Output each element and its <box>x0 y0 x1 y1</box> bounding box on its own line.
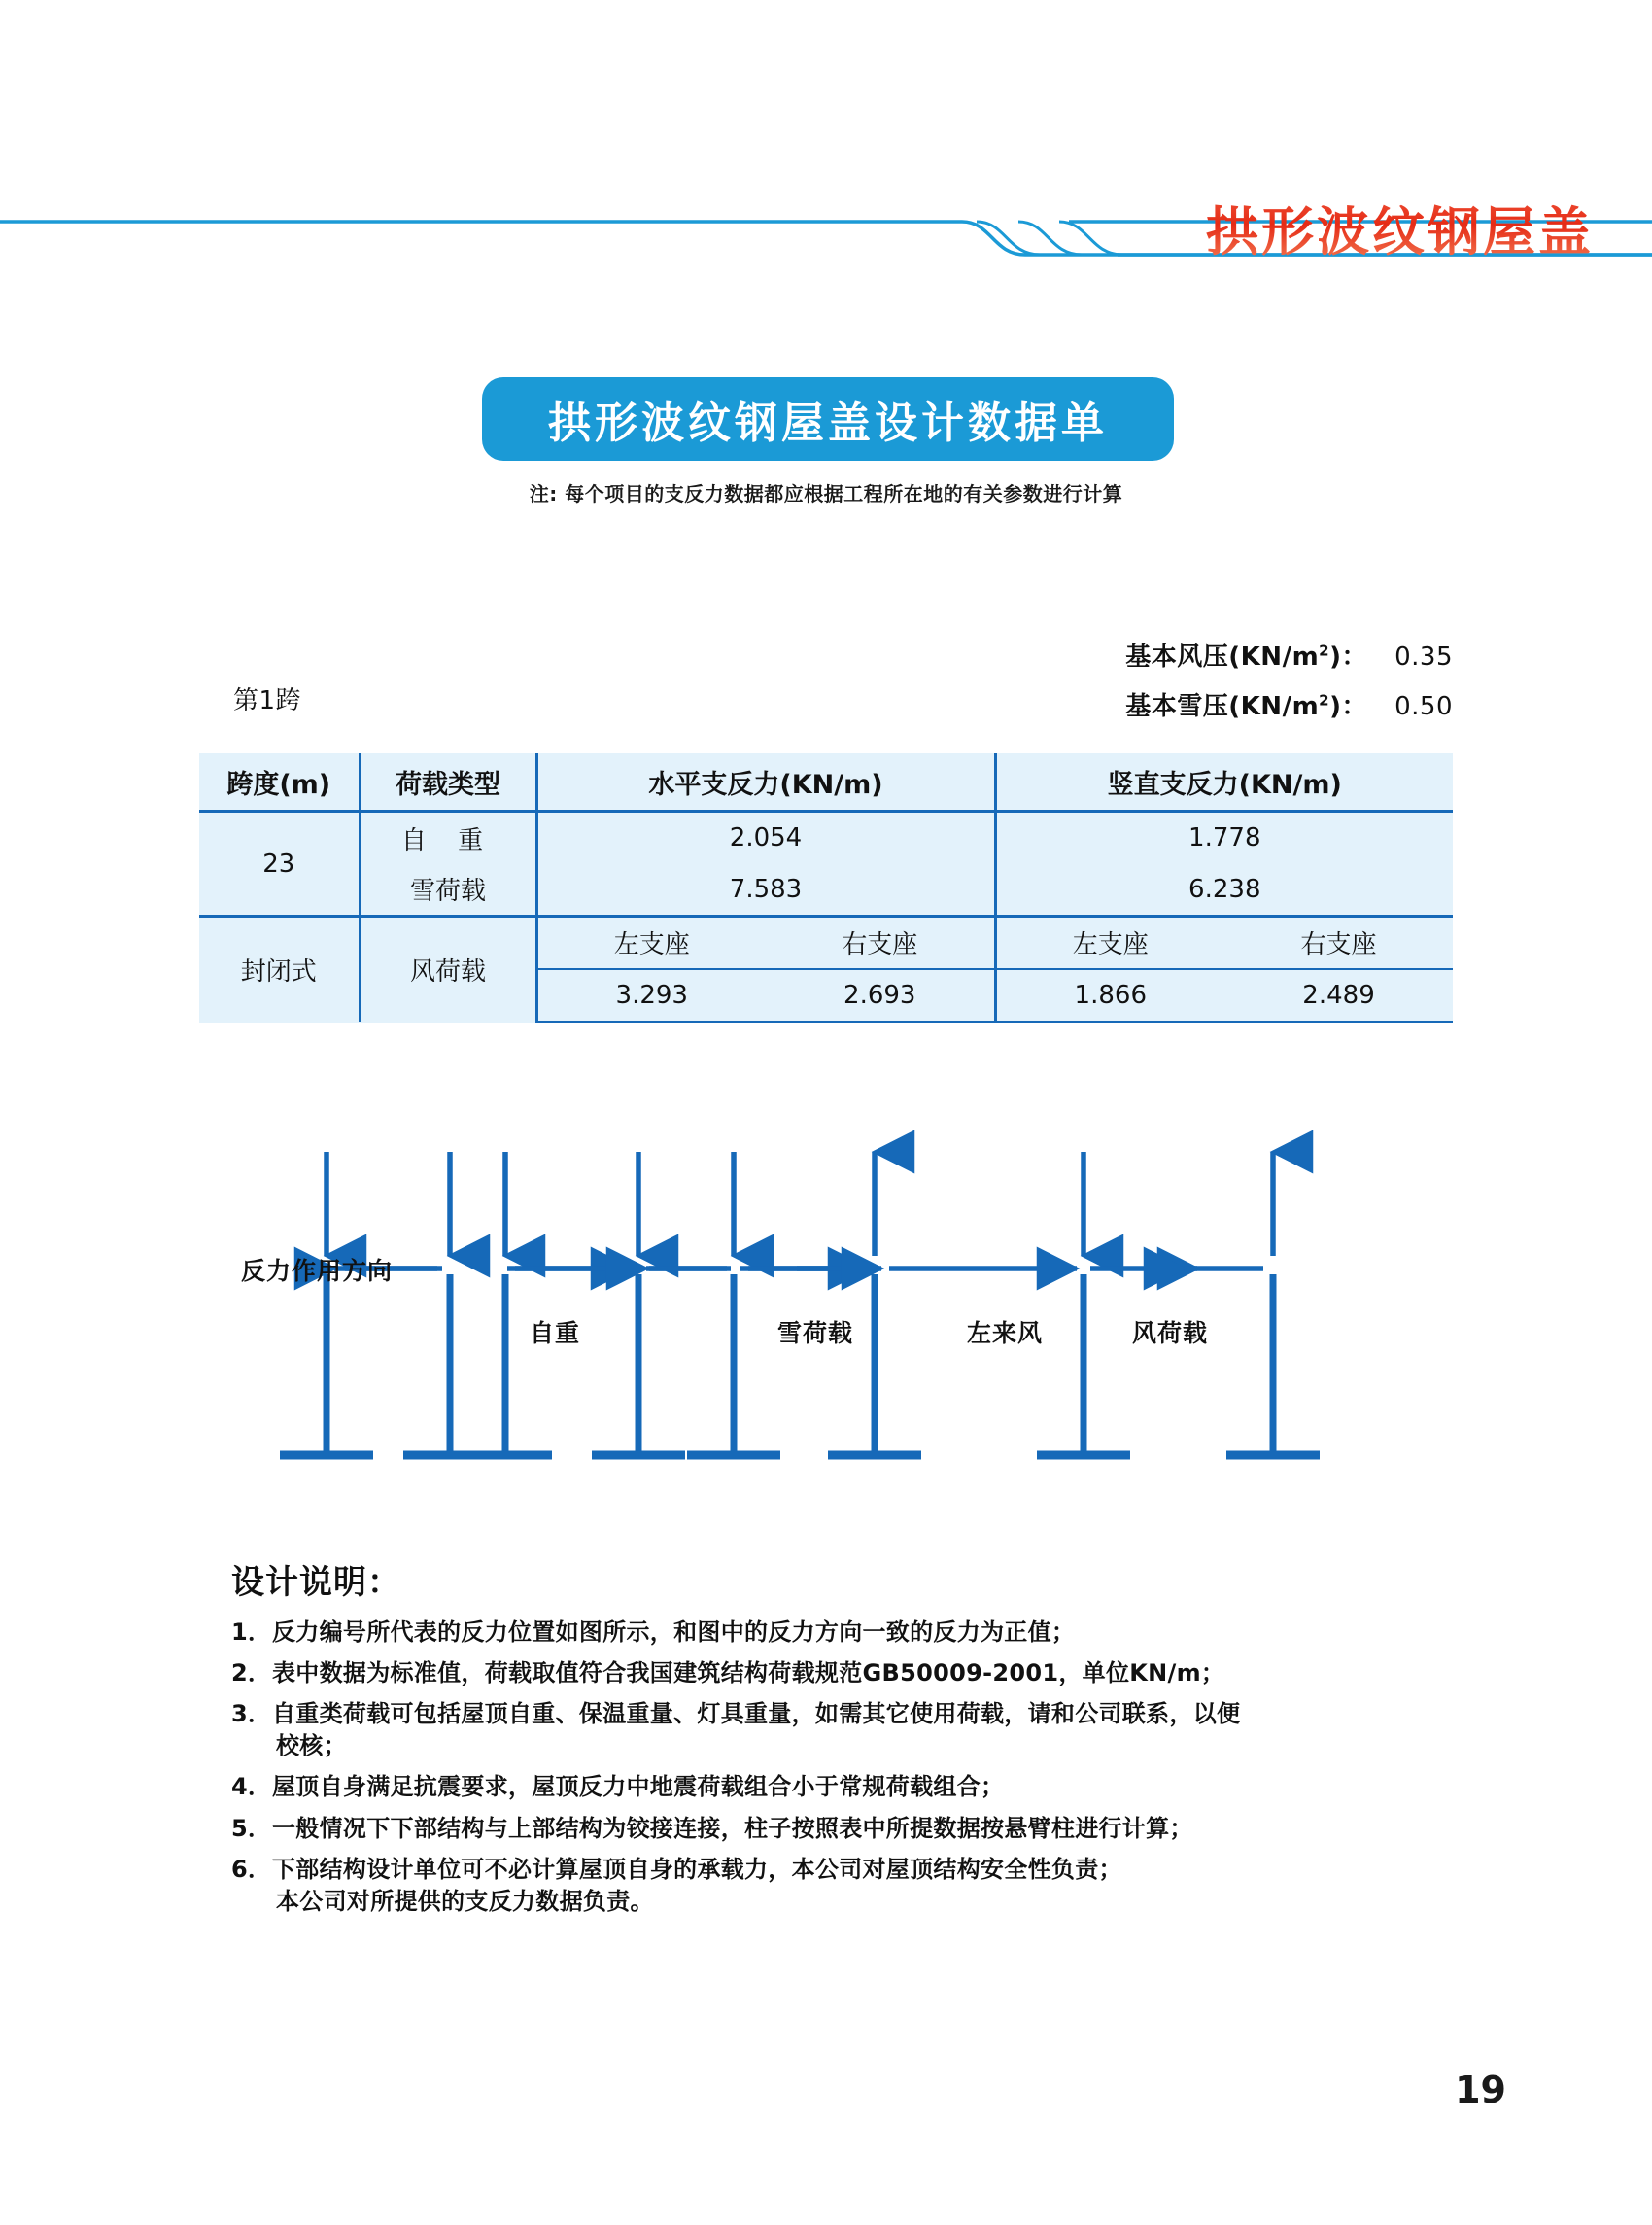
table-row-wind-subheaders <box>199 917 1453 969</box>
table-subheader-h-right-support: 右支座 <box>766 917 995 969</box>
table-cell-wind-v-left: 1.866 <box>995 969 1224 1022</box>
diagram-label-self-weight: 自重 <box>530 1319 581 1347</box>
note-number: 2． <box>231 1659 272 1687</box>
note-number: 4． <box>231 1773 272 1801</box>
page-number: 19 <box>1455 2069 1506 2111</box>
note-number: 1． <box>231 1618 272 1646</box>
span-label: 第1跨 <box>233 686 302 715</box>
design-note-item <box>231 1771 1495 1803</box>
design-note-item <box>231 1813 1495 1845</box>
basic-snow-pressure-value: 0.50 <box>1394 692 1453 721</box>
basic-snow-pressure-label: 基本雪压$(KN/m^2)$： <box>1125 691 1367 721</box>
document-title: 拱形波纹钢屋盖设计数据单 <box>548 399 1108 448</box>
table-cell-wind-h-left: 3.293 <box>536 969 766 1022</box>
support-reaction-table <box>199 753 1453 1023</box>
table-cell-load-wind: 风荷载 <box>360 917 536 1022</box>
note-text: 一般情况下下部结构与上部结构为铰接连接，柱子按照表中所提数据按悬臂柱进行计算； <box>272 1814 1193 1842</box>
note-number: 6． <box>231 1855 272 1883</box>
table-cell-wind-h-right: 2.693 <box>766 969 995 1022</box>
document-title-banner <box>482 377 1174 461</box>
reaction-direction-diagram <box>0 1108 1652 1536</box>
table-cell-horizontal-snow: 7.583 <box>536 864 995 917</box>
wind-unit-exponent: 2 <box>1319 642 1330 660</box>
basic-pressure-block <box>850 637 1453 736</box>
note-number: 5． <box>231 1814 272 1842</box>
table-cell-span-value: 23 <box>199 812 360 917</box>
note-text: 自重类荷载可包括屋顶自重、保温重量、灯具重量，如需其它使用荷载，请和公司联系，以便 校核； <box>272 1698 1495 1762</box>
table-cell-horizontal-self-weight: 2.054 <box>536 812 995 864</box>
table-subheader-v-left-support: 左支座 <box>995 917 1224 969</box>
table-header-load-type: 荷载类型 <box>360 753 536 812</box>
table-row-self-weight <box>199 812 1453 864</box>
table-cell-load-self-weight: 自 重 <box>360 812 536 864</box>
table-header-vertical: 竖直支反力(KN/m) <box>995 753 1453 812</box>
note-text-continued: 本公司对所提供的支反力数据负责。 <box>276 1887 654 1915</box>
design-note-item <box>231 1657 1495 1689</box>
snow-unit-exponent: 2 <box>1319 691 1330 710</box>
basic-wind-pressure-row <box>850 637 1453 673</box>
table-row-snow-load <box>199 864 1453 917</box>
document-title-note: 注: 每个项目的支反力数据都应根据工程所在地的有关参数进行计算 <box>529 482 1123 505</box>
diagram-direction-label: 反力作用方向 <box>241 1257 394 1285</box>
note-number: 3． <box>231 1700 272 1728</box>
design-note-item <box>231 1698 1495 1762</box>
note-text: 下部结构设计单位可不必计算屋顶自身的承载力，本公司对屋顶结构安全性负责； 本公司对所提供的支反力数据负责。 <box>272 1854 1495 1918</box>
diagram-label-snow-load: 雪荷载 <box>777 1319 854 1347</box>
table-cell-wind-v-right: 2.489 <box>1224 969 1453 1022</box>
note-text: 表中数据为标准值，荷载取值符合我国建筑结构荷载规范GB50009-2001，单位KN/m； <box>272 1659 1225 1687</box>
design-notes-title: 设计说明： <box>231 1563 401 1602</box>
basic-wind-pressure-value: 0.35 <box>1394 643 1453 672</box>
design-note-item <box>231 1617 1495 1649</box>
table-header-row <box>199 753 1453 812</box>
diagram-label-left-wind: 左来风 <box>967 1319 1044 1347</box>
basic-snow-pressure-row <box>850 686 1453 722</box>
table-subheader-h-left-support: 左支座 <box>536 917 766 969</box>
table-cell-vertical-self-weight: 1.778 <box>995 812 1453 864</box>
design-notes <box>231 1555 1495 1927</box>
brand-title: 拱形波纹钢屋盖 <box>1206 191 1594 265</box>
table-cell-vertical-snow: 6.238 <box>995 864 1453 917</box>
note-text: 反力编号所代表的反力位置如图所示，和图中的反力方向一致的反力为正值； <box>272 1618 1076 1646</box>
table-cell-structure-type: 封闭式 <box>199 917 360 1022</box>
table-header-horizontal: 水平支反力(KN/m) <box>536 753 995 812</box>
note-text: 屋顶自身满足抗震要求，屋顶反力中地震荷载组合小于常规荷载组合； <box>272 1773 1005 1801</box>
table-cell-load-snow: 雪荷载 <box>360 864 536 917</box>
basic-wind-pressure-label: 基本风压$(KN/m^2)$： <box>1125 642 1367 672</box>
diagram-label-wind-load: 风荷载 <box>1132 1319 1209 1347</box>
note-text-continued: 校核； <box>276 1732 347 1760</box>
page-header <box>0 0 1652 292</box>
table-header-span: 跨度(m) <box>199 753 360 812</box>
design-note-item <box>231 1854 1495 1918</box>
table-subheader-v-right-support: 右支座 <box>1224 917 1453 969</box>
